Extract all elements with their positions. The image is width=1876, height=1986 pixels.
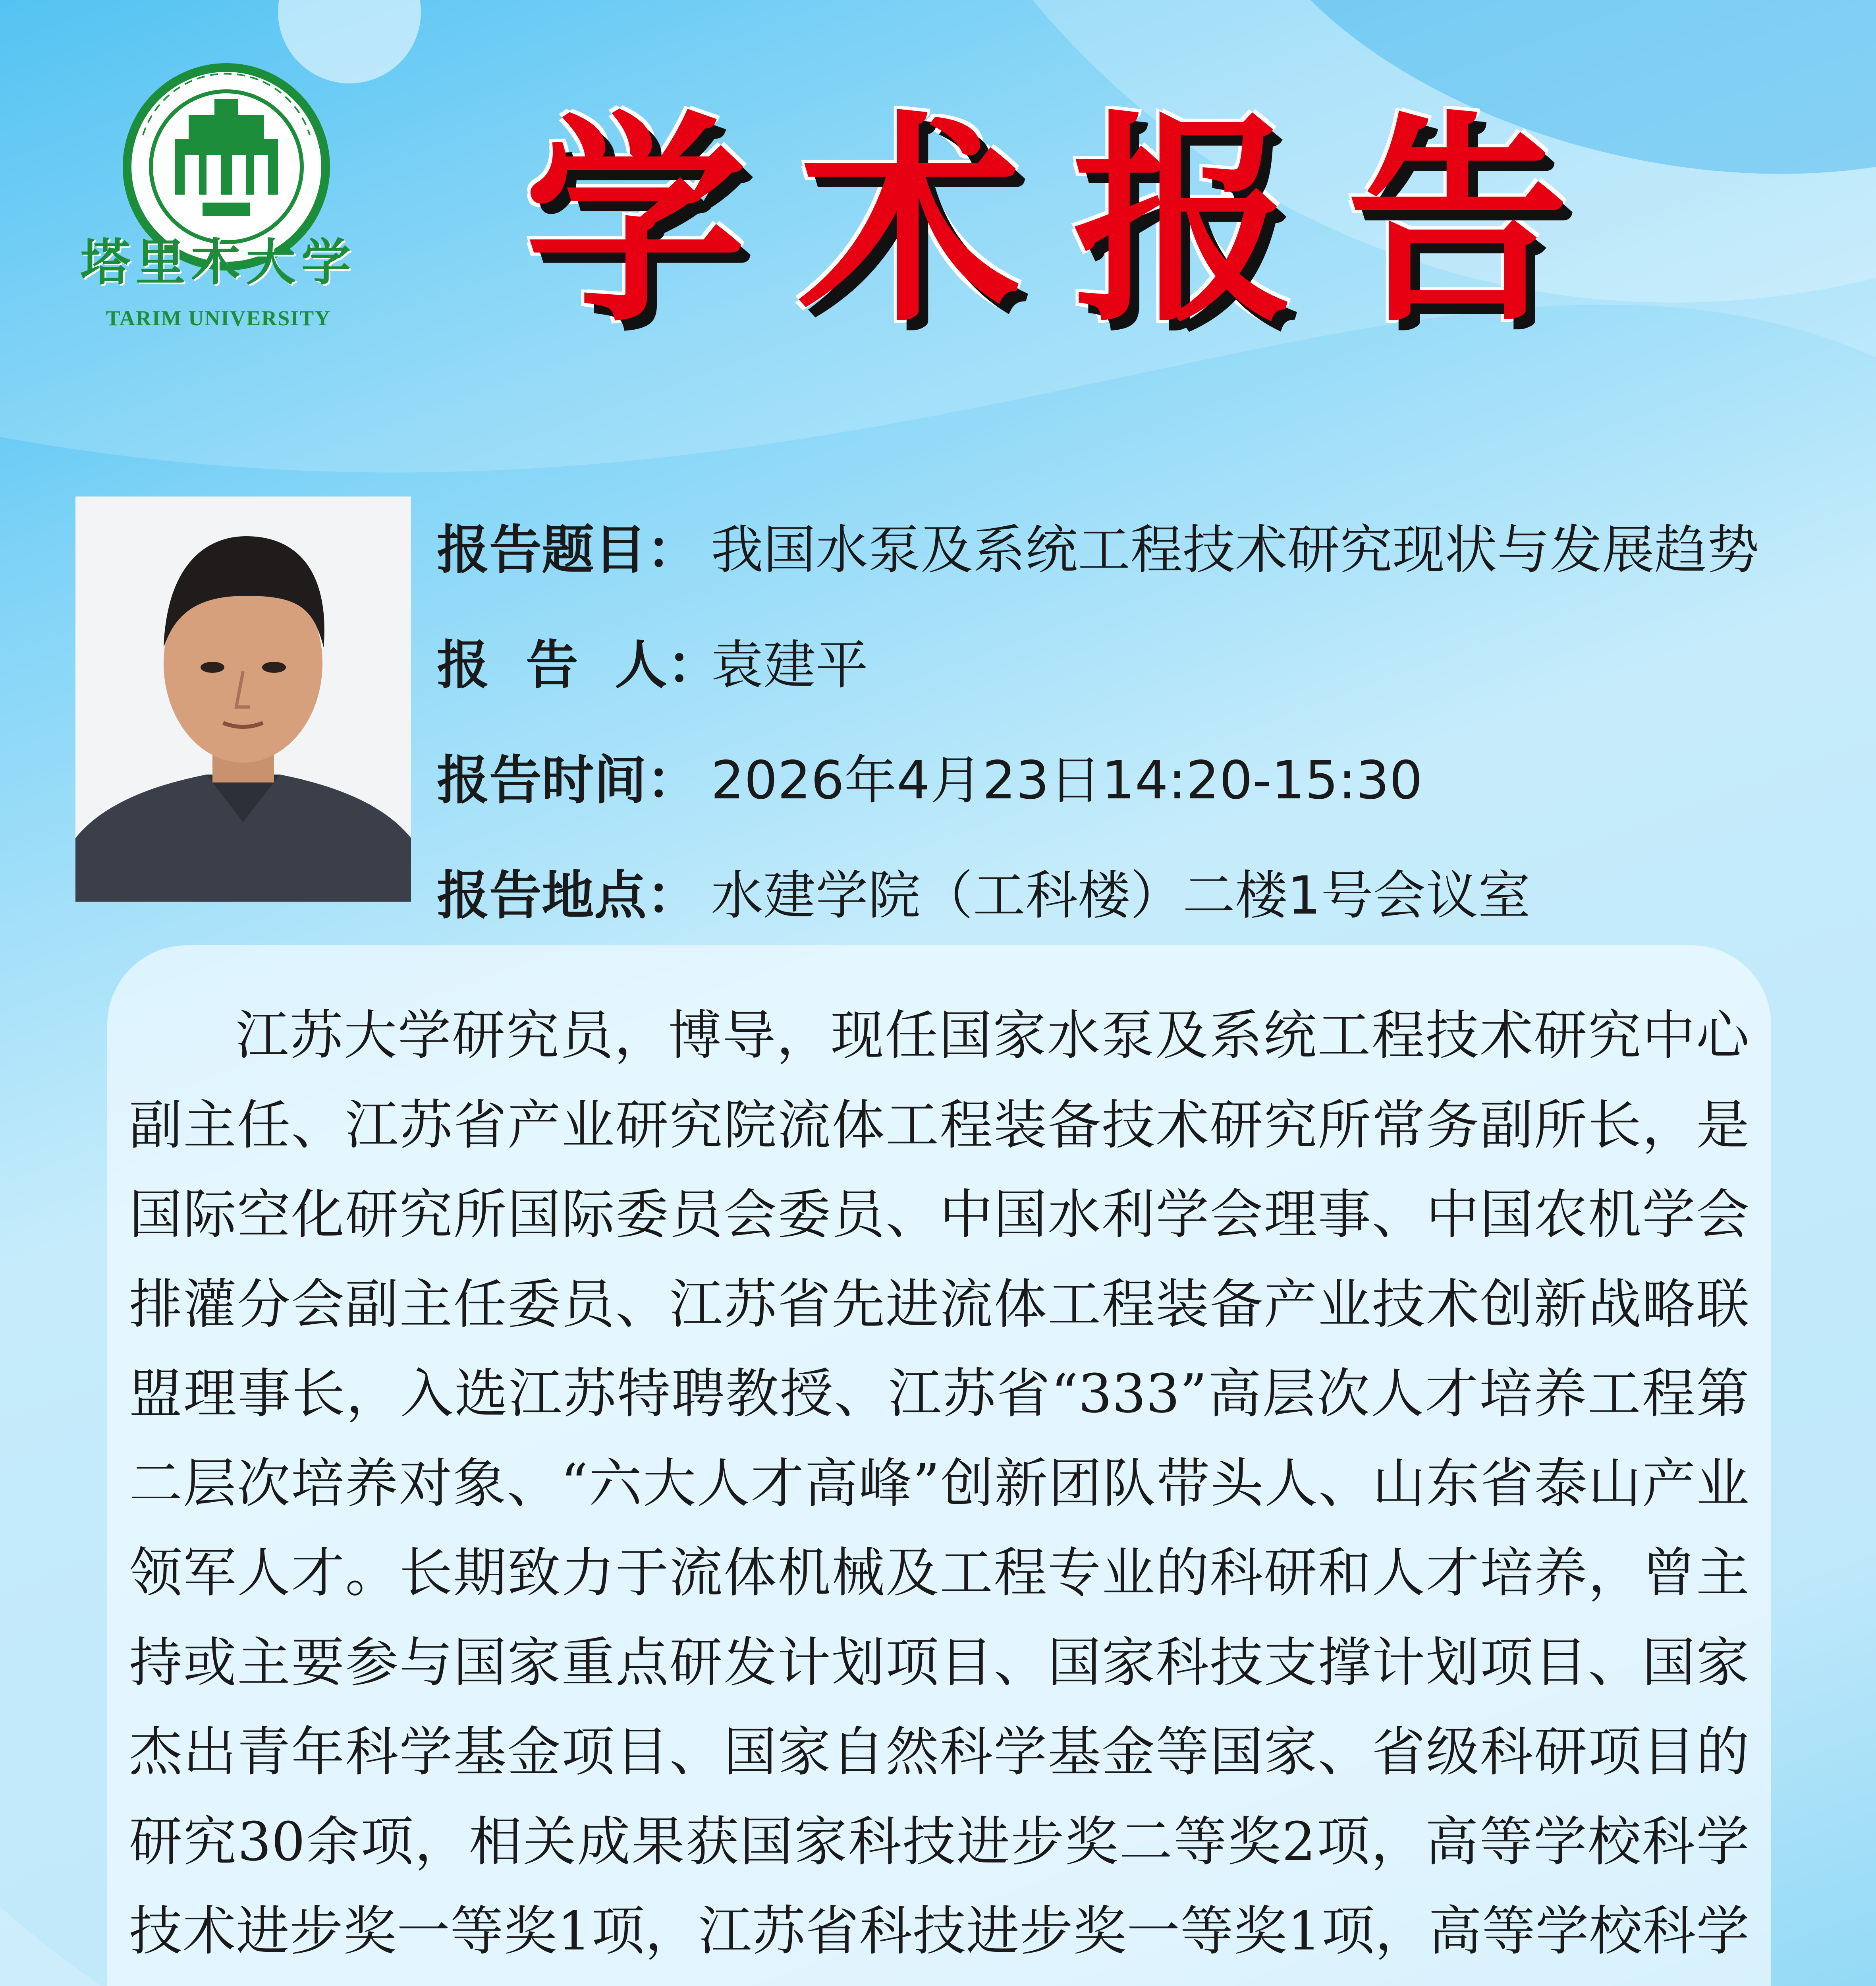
university-seal-icon xyxy=(83,56,369,342)
report-time-row xyxy=(437,723,1851,838)
report-info xyxy=(437,493,1851,953)
speaker-photo xyxy=(75,496,411,902)
report-speaker-value: 袁建平 xyxy=(711,635,868,696)
report-time-value: 2026年4月23日14:20-15:30 xyxy=(711,750,1423,811)
report-location-row xyxy=(437,838,1851,953)
report-topic-row xyxy=(437,493,1851,608)
report-speaker-row xyxy=(437,608,1851,723)
report-location-value: 水建学院（工科楼）二楼1号会议室 xyxy=(711,865,1531,926)
university-name-cn: 塔里木大学 xyxy=(80,234,357,292)
university-name-en: TARIM UNIVERSITY xyxy=(106,306,331,330)
report-topic-value: 我国水泵及系统工程技术研究现状与发展趋势 xyxy=(711,520,1759,581)
speaker-portrait-icon xyxy=(75,496,411,902)
page-title: 学术报告 xyxy=(524,93,1620,352)
speaker-bio: 江苏大学研究员，博导，现任国家水泵及系统工程技术研究中心副主任、江苏省产业研究院流体工程装备技术研究所常务副所长，是国际空化研究所国际委员会委员、中国水利学会理事、中国农机学会排灌分会副主任委员、江苏省先进流体工程装备产业技术创新战略联盟理事长，入选江苏特聘教授、江苏省“333”高层次人才培养工程第二层次培养对象、“六大人才高峰”创新团队带头人、山东省泰山产业领军人才。长期致力于流体机械及工程专业的科研和人才培养，曾主持或主要参与国家重点研发计划项目、国家科技支撑计划项目、国家杰出青年科学基金项目、国家自然科学基金等国家、省级科研项目的研究30余项，相关成果获国家科技进步奖二等奖2项，高等学校科学技术进步奖一等奖1项，江苏省科技进步奖一等奖1项，高等学校科学 xyxy=(129,1005,1749,1962)
report-time-label: 报告时间： xyxy=(437,750,699,811)
report-location-label: 报告地点： xyxy=(437,865,699,926)
report-topic-label: 报告题目： xyxy=(437,520,699,581)
report-speaker-label: 报 告 人： xyxy=(437,635,720,696)
